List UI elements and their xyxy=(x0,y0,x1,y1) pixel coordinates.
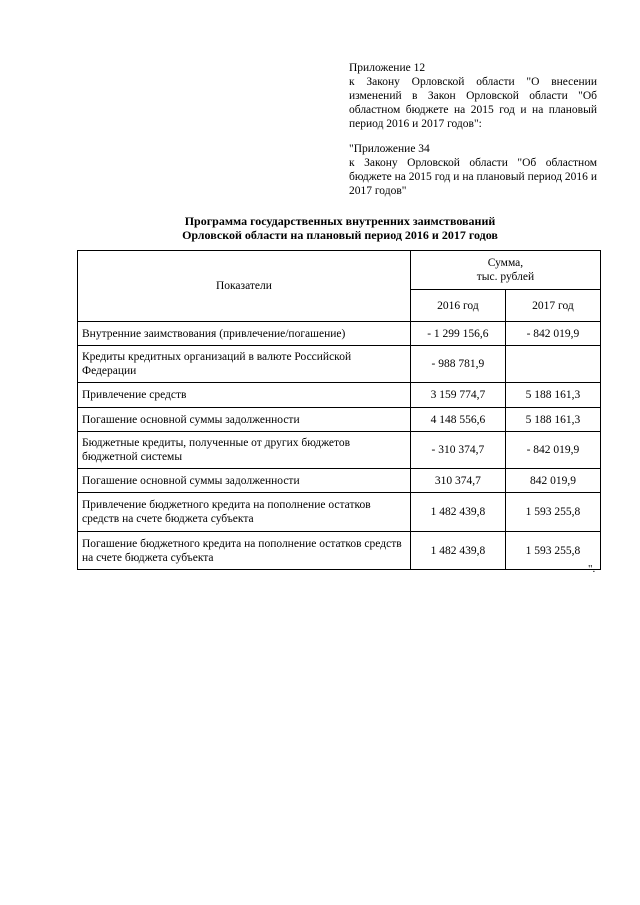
row-value-2017: 842 019,9 xyxy=(505,469,600,493)
table-row xyxy=(78,346,601,383)
row-label: Внутренние заимствования (привлечение/погашение) xyxy=(78,322,411,346)
row-value-2016: 4 148 556,6 xyxy=(410,408,505,432)
table-row xyxy=(78,469,601,493)
appendix-34-note xyxy=(349,142,597,198)
table-row xyxy=(78,532,601,570)
document-title-line2: Орловской области на плановый период 2016 и 2017 годов xyxy=(182,228,498,242)
row-value-2016: 1 482 439,8 xyxy=(410,493,505,532)
row-value-2017: - 842 019,9 xyxy=(505,432,600,469)
header-sum xyxy=(410,251,600,290)
table-row xyxy=(78,432,601,469)
table-row xyxy=(78,383,601,408)
appendix-34-title: "Приложение 34 xyxy=(349,143,430,155)
document-title xyxy=(60,214,620,242)
row-value-2017: 5 188 161,3 xyxy=(505,408,600,432)
appendix-12-text: к Закону Орловской области "О внесении изменений в Закон Орловской области "Об областном бюджете на 2015 год и на плановый период 2016 и 2017 годов": xyxy=(349,76,597,130)
table-header-row xyxy=(78,251,601,290)
appendix-12-note xyxy=(349,61,597,131)
header-sum-line2: тыс. рублей xyxy=(476,271,535,283)
row-value-2017: 5 188 161,3 xyxy=(505,383,600,408)
row-value-2017 xyxy=(505,346,600,383)
table-row xyxy=(78,322,601,346)
header-year-2016: 2016 год xyxy=(410,290,505,322)
row-label: Кредиты кредитных организаций в валюте Российской Федерации xyxy=(78,346,411,383)
appendix-12-title: Приложение 12 xyxy=(349,62,426,74)
row-label: Привлечение средств xyxy=(78,383,411,408)
row-value-2016: - 310 374,7 xyxy=(410,432,505,469)
table-row xyxy=(78,493,601,532)
row-value-2016: 1 482 439,8 xyxy=(410,532,505,570)
row-value-2017: 1 593 255,8 xyxy=(505,493,600,532)
row-value-2017: 1 593 255,8 xyxy=(505,532,600,570)
header-indicator: Показатели xyxy=(78,251,411,322)
appendix-34-text: к Закону Орловской области "Об областном бюджете на 2015 год и на плановый период 2016 и 2017 годов" xyxy=(349,157,597,197)
row-label: Бюджетные кредиты, полученные от других бюджетов бюджетной системы xyxy=(78,432,411,469)
row-label: Погашение основной суммы задолженности xyxy=(78,469,411,493)
header-sum-line1: Сумма, xyxy=(487,257,524,269)
row-value-2016: - 988 781,9 xyxy=(410,346,505,383)
document-title-line1: Программа государственных внутренних заимствований xyxy=(184,214,496,228)
row-value-2016: 3 159 774,7 xyxy=(410,383,505,408)
row-label: Погашение основной суммы задолженности xyxy=(78,408,411,432)
header-year-2017: 2017 год xyxy=(505,290,600,322)
row-value-2017: - 842 019,9 xyxy=(505,322,600,346)
borrowing-program-table xyxy=(77,250,601,570)
row-value-2016: - 1 299 156,6 xyxy=(410,322,505,346)
row-value-2016: 310 374,7 xyxy=(410,469,505,493)
table-row xyxy=(78,408,601,432)
row-label: Погашение бюджетного кредита на пополнение остатков средств на счете бюджета субъекта xyxy=(78,532,411,570)
closing-quote-mark: ". xyxy=(588,563,596,575)
row-label: Привлечение бюджетного кредита на пополнение остатков средств на счете бюджета субъекта xyxy=(78,493,411,532)
